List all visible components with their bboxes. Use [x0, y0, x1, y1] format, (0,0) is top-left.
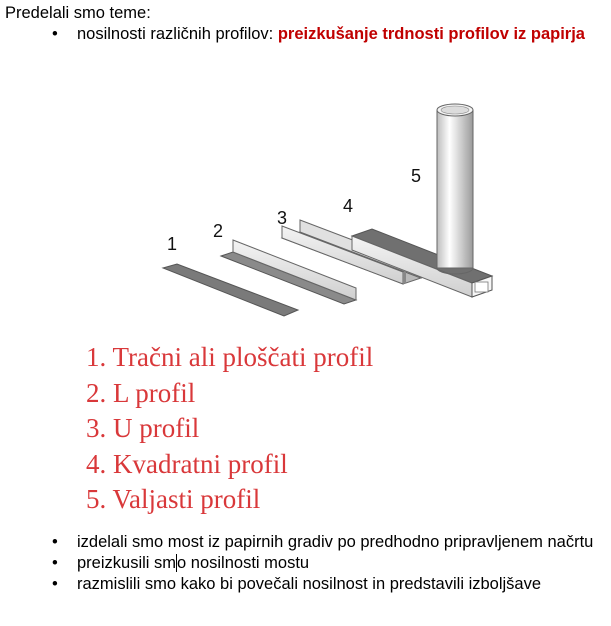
profile-item: 1. Tračni ali ploščati profil — [86, 342, 374, 372]
bullet-text: razmislili smo kako bi povečali nosilnost in predstavili izboljšave — [77, 575, 542, 593]
profile-item: 2. L profil — [86, 377, 196, 408]
list-item — [0, 25, 611, 44]
profile-types-list — [86, 340, 373, 518]
bullet-icon: • — [52, 554, 58, 572]
text-cursor: o nosilnosti mostu — [177, 554, 310, 572]
highlight-text: preizkušanje trdnosti profilov iz papirja — [277, 25, 585, 43]
profile-item: 5. Valjasti profil — [86, 484, 261, 514]
figure-number-3: 3 — [277, 208, 288, 228]
list-item — [0, 533, 611, 552]
figure-number-2: 2 — [213, 221, 224, 241]
figure-number-5: 5 — [411, 166, 422, 186]
bullet-text: izdelali smo most iz papirnih gradiv po predhodno pripravljenem načrtu — [77, 533, 594, 551]
bullet-icon: • — [52, 25, 58, 43]
cylinder-profile — [437, 104, 473, 274]
page-heading: Predelali smo teme: — [5, 4, 151, 22]
bullet-icon: • — [52, 575, 58, 593]
figure-number-1: 1 — [167, 234, 178, 254]
profile-item: 3. U profil — [86, 413, 200, 443]
list-item — [0, 554, 611, 573]
bullet-text: preizkusili sm — [77, 554, 177, 572]
bullet-text: nosilnosti različnih profilov: — [77, 25, 278, 43]
list-item — [0, 575, 611, 594]
profile-item: 4. Kvadratni profil — [86, 448, 288, 479]
bottom-bullet-list — [0, 533, 611, 596]
profiles-illustration — [0, 90, 611, 340]
figure-number-4: 4 — [343, 196, 354, 216]
top-bullet-list — [0, 25, 611, 46]
bullet-icon: • — [52, 533, 58, 551]
